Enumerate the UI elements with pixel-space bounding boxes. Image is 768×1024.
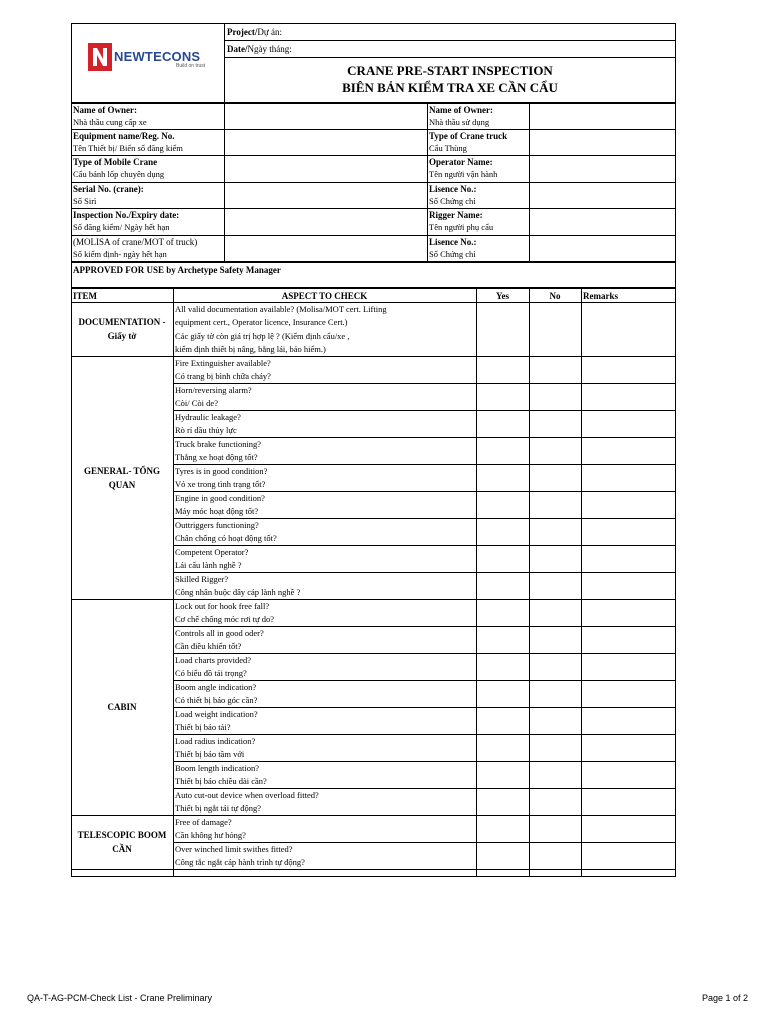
info-label-en: Lisence No.:: [429, 184, 477, 194]
aspect-text-line: Cơ chế chống móc rơi tự do?: [175, 614, 275, 624]
col-item-header: ITEM: [73, 291, 98, 301]
aspect-text-line: Vỏ xe trong tình trạng tốt?: [175, 479, 266, 489]
aspect-text-line: All valid documentation available? (Molisa/MOT cert. Lifting: [175, 303, 387, 314]
remarks-cell[interactable]: [582, 627, 675, 652]
aspect-text-line: kiểm định thiết bị nâng, bằng lái, bảo hiểm.): [175, 344, 326, 354]
info-label-vi: Cẩu Thùng: [429, 143, 467, 153]
remarks-cell[interactable]: [582, 789, 675, 814]
yes-checkbox-cell[interactable]: [477, 303, 528, 355]
info-label-en: Inspection No./Expiry date:: [73, 210, 180, 220]
no-checkbox-cell[interactable]: [530, 465, 580, 490]
row-divider: [173, 869, 676, 870]
logo-text: NEWTECONS: [114, 49, 201, 64]
aspect-text-line: Load charts provided?: [175, 654, 251, 665]
col-no-header: No: [549, 291, 561, 301]
aspect-text-line: Tyres is in good condition?: [175, 465, 268, 476]
section-divider: [71, 815, 174, 816]
info-value-field[interactable]: [530, 236, 675, 260]
no-checkbox-cell[interactable]: [530, 627, 580, 652]
aspect-text-line: Boom length indication?: [175, 762, 260, 773]
aspect-text-line: Load radius indication?: [175, 735, 256, 746]
info-label-en: Operator Name:: [429, 157, 493, 167]
info-label-en: Serial No. (crane):: [73, 184, 144, 194]
aspect-text-line: Auto cut-out device when overload fitted?: [175, 789, 319, 800]
aspect-text-line: Horn/reversing alarm?: [175, 384, 252, 395]
footer-page-number: Page 1 of 2: [701, 993, 748, 1003]
aspect-text-line: Thiết bị báo tải?: [175, 722, 231, 732]
date-label: Date/Ngày tháng:: [227, 44, 292, 54]
no-checkbox-cell[interactable]: [530, 762, 580, 787]
info-label-en: (MOLISA of crane/MOT of truck): [73, 237, 198, 247]
yes-checkbox-cell[interactable]: [477, 600, 528, 625]
no-checkbox-cell[interactable]: [530, 384, 580, 409]
yes-checkbox-cell[interactable]: [477, 681, 528, 706]
aspect-text-line: Máy móc hoạt động tốt?: [175, 506, 259, 516]
remarks-cell[interactable]: [582, 546, 675, 571]
no-checkbox-cell[interactable]: [530, 735, 580, 760]
info-value-field[interactable]: [225, 156, 426, 180]
remarks-cell[interactable]: [582, 762, 675, 787]
yes-checkbox-cell[interactable]: [477, 384, 528, 409]
remarks-cell[interactable]: [582, 654, 675, 679]
footer-doc-code: QA-T-AG-PCM-Check List - Crane Preliminary: [27, 993, 213, 1003]
no-checkbox-cell[interactable]: [530, 708, 580, 733]
project-label: Project/Dự án:: [227, 27, 282, 37]
yes-checkbox-cell[interactable]: [477, 816, 528, 841]
aspect-text-line: Công tắc ngắt cáp hành trình tự động?: [175, 857, 305, 867]
yes-checkbox-cell[interactable]: [477, 519, 528, 544]
remarks-cell[interactable]: [582, 465, 675, 490]
info-label-vi: Nhà thầu cung cấp xe: [73, 117, 147, 127]
yes-checkbox-cell[interactable]: [477, 735, 528, 760]
yes-checkbox-cell[interactable]: [477, 573, 528, 598]
yes-checkbox-cell[interactable]: [477, 654, 528, 679]
yes-checkbox-cell[interactable]: [477, 627, 528, 652]
aspect-text-line: Các giấy tờ còn giá trị hợp lệ ? (Kiểm định cẩu/xe ,: [175, 330, 350, 341]
remarks-cell[interactable]: [582, 384, 675, 409]
no-checkbox-cell[interactable]: [530, 303, 580, 355]
info-label-en: Equipment name/Reg. No.: [73, 131, 175, 141]
section-subtitle: Giấy tờ: [107, 331, 137, 341]
aspect-text-line: Còi/ Còi de?: [175, 398, 218, 408]
aspect-text-line: Thiết bị ngắt tải tự động?: [175, 803, 262, 813]
remarks-cell[interactable]: [582, 681, 675, 706]
aspect-text-line: Thiết bị báo chiều dài cần?: [175, 776, 267, 786]
remarks-cell[interactable]: [582, 573, 675, 598]
aspect-text-line: Cần điều khiển tốt?: [175, 641, 242, 651]
section-subtitle: CẦN: [112, 844, 132, 854]
aspect-text-line: Outtriggers functioning?: [175, 519, 259, 530]
yes-checkbox-cell[interactable]: [477, 438, 528, 463]
info-value-field[interactable]: [530, 104, 675, 128]
remarks-cell[interactable]: [582, 411, 675, 436]
aspect-text-line: Lái cẩu lành nghề ?: [175, 560, 242, 570]
aspect-text-line: Truck brake functioning?: [175, 438, 262, 449]
info-value-field[interactable]: [225, 104, 426, 128]
no-checkbox-cell[interactable]: [530, 816, 580, 841]
yes-checkbox-cell[interactable]: [477, 465, 528, 490]
info-label-vi: Tên người vận hành: [429, 169, 498, 179]
remarks-cell[interactable]: [582, 843, 675, 868]
aspect-text-line: Có trang bị bình chữa cháy?: [175, 371, 271, 381]
yes-checkbox-cell[interactable]: [477, 708, 528, 733]
remarks-cell[interactable]: [582, 303, 675, 355]
yes-checkbox-cell[interactable]: [477, 357, 528, 382]
aspect-text-line: Over winched limit swithes fitted?: [175, 843, 293, 854]
aspect-text-line: Boom angle indication?: [175, 681, 257, 692]
remarks-cell[interactable]: [582, 816, 675, 841]
no-checkbox-cell[interactable]: [530, 789, 580, 814]
aspect-text-line: Engine in good condition?: [175, 492, 265, 503]
info-label-vi: Tên Thiết bị/ Biển số đăng kiểm: [73, 143, 183, 153]
remarks-cell[interactable]: [582, 708, 675, 733]
aspect-text-line: Hydraulic leakage?: [175, 411, 241, 422]
col-yes-header: Yes: [496, 291, 509, 301]
remarks-cell[interactable]: [582, 492, 675, 517]
no-checkbox-cell[interactable]: [530, 411, 580, 436]
remarks-cell[interactable]: [582, 735, 675, 760]
aspect-text-line: Lock out for hook free fall?: [175, 600, 270, 611]
info-label-en: Name of Owner:: [429, 105, 493, 115]
aspect-text-line: Thiết bị báo tầm với: [175, 749, 245, 759]
no-checkbox-cell[interactable]: [530, 492, 580, 517]
col-remarks-header: Remarks: [583, 291, 618, 301]
info-label-en: Rigger Name:: [429, 210, 483, 220]
info-label-en: Lisence No.:: [429, 237, 477, 247]
info-label-vi: Số Chứng chỉ: [429, 196, 476, 206]
col-aspect-header: ASPECT TO CHECK: [281, 291, 368, 301]
info-label-en: Type of Mobile Crane: [73, 157, 158, 167]
remarks-cell[interactable]: [582, 438, 675, 463]
yes-checkbox-cell[interactable]: [477, 762, 528, 787]
title-vi: BIÊN BẢN KIỂM TRA XE CẦN CẨU: [342, 80, 558, 95]
no-checkbox-cell[interactable]: [530, 681, 580, 706]
aspect-text-line: Load weight indication?: [175, 708, 258, 719]
aspect-text-line: equipment cert., Operator licence, Insurance Cert.): [175, 317, 348, 327]
approved-text: APPROVED FOR USE by Archetype Safety Manager: [73, 265, 281, 275]
aspect-text-line: Có thiết bị báo góc cần?: [175, 695, 258, 705]
info-value-field[interactable]: [530, 156, 675, 180]
info-value-field[interactable]: [225, 130, 426, 154]
info-label-vi: Số kiểm định- ngày hết hạn: [73, 249, 167, 259]
aspect-text-line: Có biểu đồ tải trọng?: [175, 668, 247, 678]
info-label-vi: Nhà thầu sử dụng: [429, 117, 490, 127]
aspect-text-line: Competent Operator?: [175, 546, 249, 557]
info-label-en: Type of Crane truck: [429, 131, 508, 141]
no-checkbox-cell[interactable]: [530, 357, 580, 382]
info-value-field[interactable]: [225, 236, 426, 260]
info-label-vi: Tên người phụ cẩu: [429, 222, 494, 232]
info-value-field[interactable]: [530, 183, 675, 207]
info-label-vi: Cẩu bánh lốp chuyên dụng: [73, 169, 165, 179]
title-en: CRANE PRE-START INSPECTION: [347, 63, 553, 78]
info-value-field[interactable]: [530, 130, 675, 154]
aspect-text-line: Rò rỉ dầu thủy lực: [175, 425, 237, 435]
yes-checkbox-cell[interactable]: [477, 411, 528, 436]
info-label-vi: Số đăng kiểm/ Ngày hết hạn: [73, 222, 170, 232]
aspect-text-line: Fire Extinguisher available?: [175, 357, 271, 368]
aspect-text-line: Controls all in good oder?: [175, 627, 264, 638]
aspect-text-line: Free of damage?: [175, 816, 232, 827]
aspect-text-line: Thắng xe hoạt động tốt?: [175, 452, 258, 462]
remarks-cell[interactable]: [582, 519, 675, 544]
no-checkbox-cell[interactable]: [530, 600, 580, 625]
aspect-text-line: Skilled Rigger?: [175, 573, 229, 584]
section-divider: [71, 869, 174, 870]
section-title: TELESCOPIC BOOM: [77, 830, 167, 840]
no-checkbox-cell[interactable]: [530, 573, 580, 598]
no-checkbox-cell[interactable]: [530, 843, 580, 868]
aspect-text-line: Chân chống có hoạt động tốt?: [175, 533, 277, 543]
info-value-field[interactable]: [225, 209, 426, 233]
newtecons-logo-icon: [88, 43, 112, 71]
info-value-field[interactable]: [530, 209, 675, 233]
remarks-cell[interactable]: [582, 600, 675, 625]
section-title: CABIN: [107, 702, 137, 712]
no-checkbox-cell[interactable]: [530, 654, 580, 679]
info-value-field[interactable]: [225, 183, 426, 207]
section-subtitle: QUAN: [108, 479, 136, 490]
remarks-cell[interactable]: [582, 357, 675, 382]
no-checkbox-cell[interactable]: [530, 438, 580, 463]
section-title: DOCUMENTATION -: [78, 317, 166, 327]
yes-checkbox-cell[interactable]: [477, 789, 528, 814]
info-label-vi: Số Chứng chỉ: [429, 249, 476, 259]
section-divider: [71, 356, 174, 357]
section-title: GENERAL- TỔNG: [83, 465, 161, 476]
logo-tagline: Build on trust: [176, 63, 206, 69]
info-label-en: Name of Owner:: [73, 105, 137, 115]
yes-checkbox-cell[interactable]: [477, 546, 528, 571]
aspect-text-line: Công nhân buộc dây cáp lành nghề ?: [175, 587, 301, 597]
yes-checkbox-cell[interactable]: [477, 843, 528, 868]
info-label-vi: Số Sirì: [73, 196, 97, 206]
no-checkbox-cell[interactable]: [530, 519, 580, 544]
yes-checkbox-cell[interactable]: [477, 492, 528, 517]
section-divider: [71, 599, 174, 600]
aspect-text-line: Cần không hư hỏng?: [175, 830, 246, 840]
no-checkbox-cell[interactable]: [530, 546, 580, 571]
